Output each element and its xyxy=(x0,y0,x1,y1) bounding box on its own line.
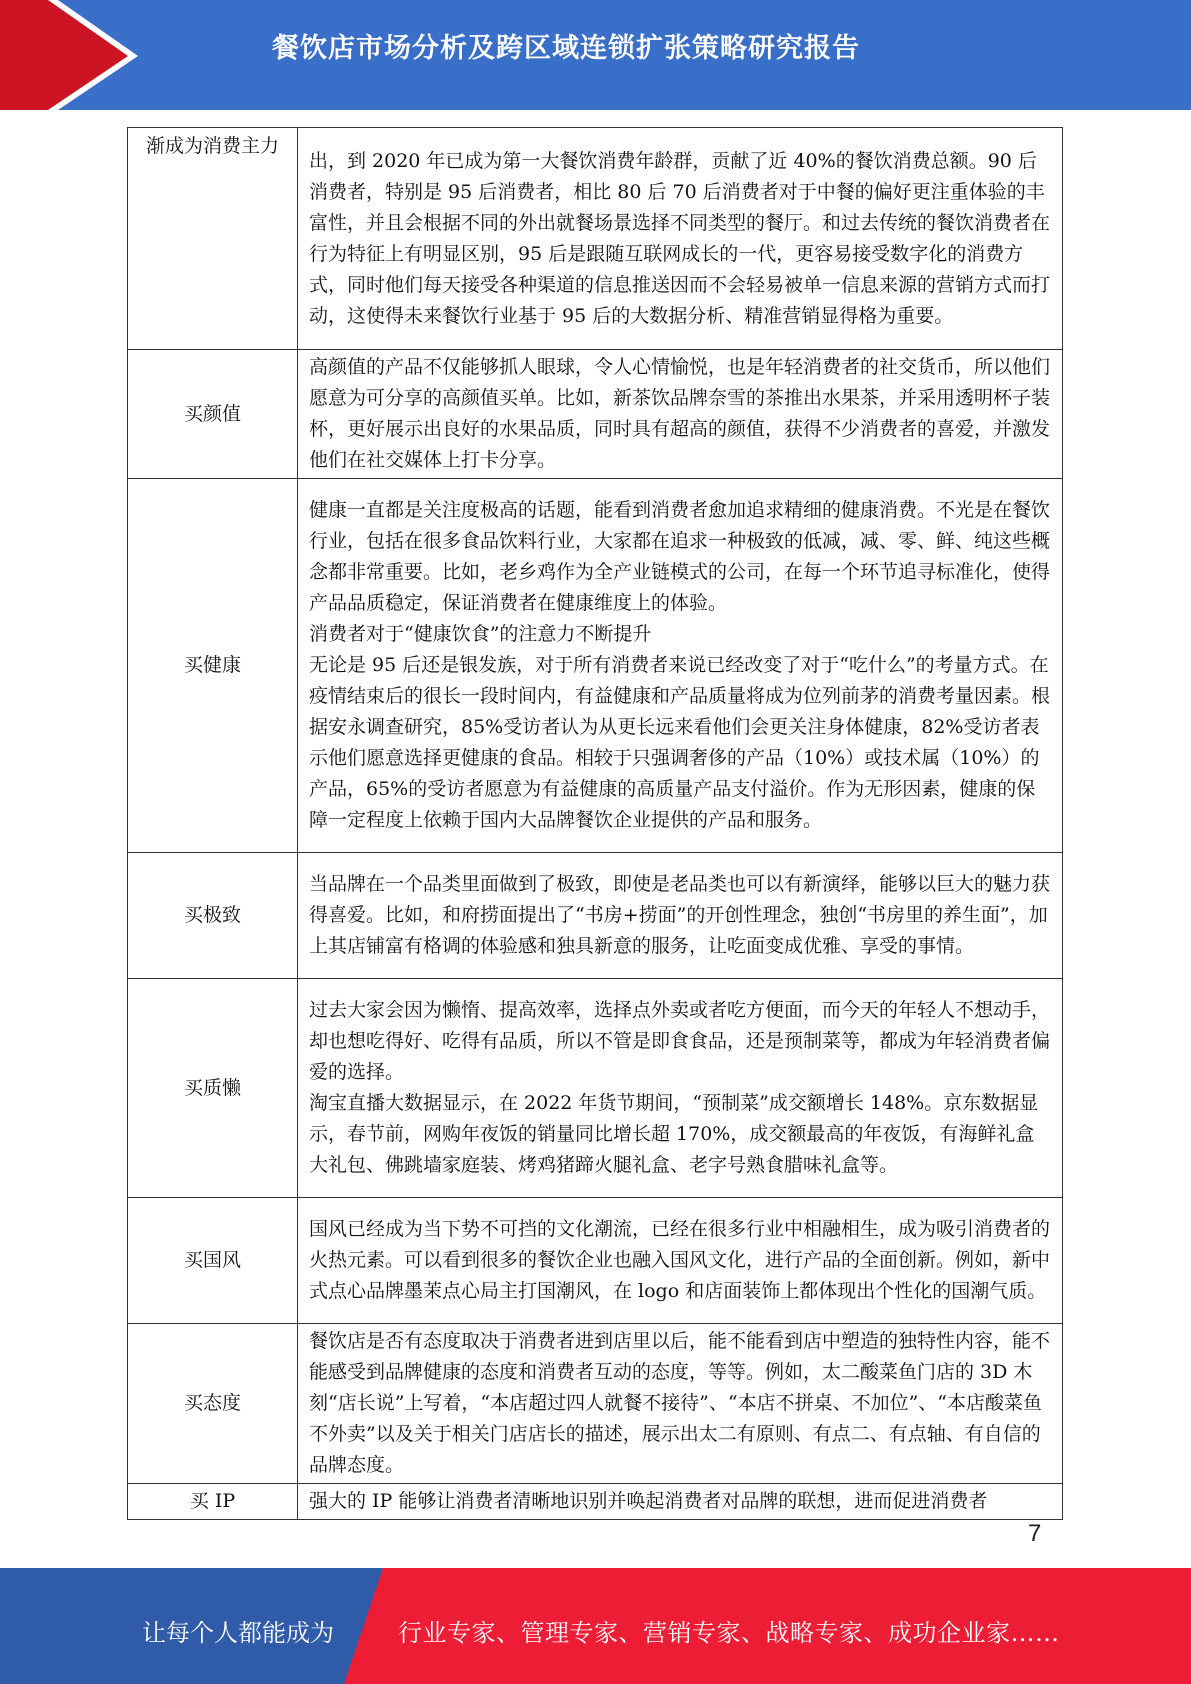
description-paragraph: 强大的 IP 能够让消费者清晰地识别并唤起消费者对品牌的联想，进而促进消费者 xyxy=(309,1490,988,1512)
category-label: 买极致 xyxy=(183,904,241,926)
category-cell xyxy=(128,128,298,350)
table-row xyxy=(128,1198,1063,1324)
description-paragraph: 过去大家会因为懒惰、提高效率，选择点外卖或者吃方便面，而今天的年轻人不想动手，却也想吃得好、吃得有品质，所以不管是即食食品，还是预制菜等，都成为年轻消费者偏爱的选择。 xyxy=(309,999,1051,1083)
description-paragraph: 高颜值的产品不仅能够抓人眼球，令人心情愉悦，也是年轻消费者的社交货币，所以他们愿意为可分享的高颜值买单。比如，新茶饮品牌奈雪的茶推出水果茶，并采用透明杯子装杯，更好展示出良好的水果品质，同时具有超高的颜值，获得不少消费者的喜爱，并激发他们在社交媒体上打卡分享。 xyxy=(309,356,1051,471)
category-cell xyxy=(128,853,298,979)
category-label: 买国风 xyxy=(183,1249,241,1271)
description-paragraph: 淘宝直播大数据显示，在 2022 年货节期间，“预制菜”成交额增长 148%。京东数据显示，春节前，网购年夜饭的销量同比增长超 170%，成交额最高的年夜饭，有海鲜礼盒大礼包、佛跳墙家庭装、烤鸡猪蹄火腿礼盒、老字号熟食腊味礼盒等。 xyxy=(309,1092,1039,1176)
description-cell xyxy=(298,979,1063,1198)
description-cell xyxy=(298,1198,1063,1324)
description-paragraph: 无论是 95 后还是银发族，对于所有消费者来说已经改变了对于“吃什么”的考量方式。在疫情结束后的很长一段时间内，有益健康和产品质量将成为位列前茅的消费考量因素。根据安永调查研究，85%受访者认为从更长远来看他们会更关注身体健康，82%受访者表示他们愿意选择更健康的食品。相较于只强调奢侈的产品（10%）或技术属（10%）的产品，65%的受访者愿意为有益健康的高质量产品支付溢价。作为无形因素，健康的保障一定程度上依赖于国内大品牌餐饮企业提供的产品和服务。 xyxy=(309,654,1051,831)
description-cell xyxy=(298,128,1063,350)
description-cell xyxy=(298,479,1063,853)
category-label: 买 IP xyxy=(189,1490,236,1512)
category-label: 买颜值 xyxy=(183,402,241,425)
description-paragraph: 消费者对于“健康饮食”的注意力不断提升 xyxy=(309,623,652,645)
table-row xyxy=(128,350,1063,479)
description-paragraph: 出，到 2020 年已成为第一大餐饮消费年龄群，贡献了近 40%的餐饮消费总额。90 后消费者，特别是 95 后消费者，相比 80 后 70 后消费者对于中餐的偏好更注重体验的丰富性，并且会根据不同的外出就餐场景选择不同类型的餐厅。和过去传统的餐饮消费者在行为特征上有明显区别，95 后是跟随互联网成长的一代，更容易接受数字化的消费方式，同时他们每天接受各种渠道的信息推送因而不会轻易被单一信息来源的营销方式而打动，这使得未来餐饮行业基于 95 后的大数据分析、精准营销显得格为重要。 xyxy=(309,149,1051,327)
content-table xyxy=(127,127,1063,1520)
description-cell xyxy=(298,1484,1063,1520)
description-cell xyxy=(298,853,1063,979)
category-cell xyxy=(128,1198,298,1324)
description-cell xyxy=(298,1324,1063,1484)
table-row xyxy=(128,1324,1063,1484)
table-row xyxy=(128,128,1063,350)
table-row xyxy=(128,1484,1063,1520)
page-footer xyxy=(0,1568,1191,1684)
category-cell xyxy=(128,479,298,853)
description-paragraph: 国风已经成为当下势不可挡的文化潮流，已经在很多行业中相融相生，成为吸引消费者的火热元素。可以看到很多的餐饮企业也融入国风文化，进行产品的全面创新。例如，新中式点心品牌墨茉点心局主打国潮风，在 logo 和店面装饰上都体现出个性化的国潮气质。 xyxy=(309,1218,1051,1302)
category-cell xyxy=(128,979,298,1198)
description-cell xyxy=(298,350,1063,479)
table-row xyxy=(128,979,1063,1198)
table-row xyxy=(128,479,1063,853)
category-cell xyxy=(128,350,298,479)
category-cell xyxy=(128,1324,298,1484)
header-red-chevron xyxy=(0,0,128,110)
category-label: 买态度 xyxy=(183,1392,241,1414)
footer-slogan-left: 让每个人都能成为 xyxy=(142,1619,334,1647)
page-header xyxy=(0,0,1191,110)
category-cell xyxy=(128,1484,298,1520)
description-paragraph: 健康一直都是关注度极高的话题，能看到消费者愈加追求精细的健康消费。不光是在餐饮行业，包括在很多食品饮料行业，大家都在追求一种极致的低减，减、零、鲜、纯这些概念都非常重要。比如，老乡鸡作为全产业链模式的公司，在每一个环节追寻标准化，使得产品品质稳定，保证消费者在健康维度上的体验。 xyxy=(309,499,1051,614)
category-label: 渐成为消费主力 xyxy=(145,135,279,157)
category-label: 买健康 xyxy=(183,654,241,676)
description-paragraph: 当品牌在一个品类里面做到了极致，即使是老品类也可以有新演绎，能够以巨大的魅力获得喜爱。比如，和府捞面提出了“书房+捞面”的开创性理念，独创“书房里的养生面”，加上其店铺富有格调的体验感和独具新意的服务，让吃面变成优雅、享受的事情。 xyxy=(309,873,1051,957)
description-paragraph: 餐饮店是否有态度取决于消费者进到店里以后，能不能看到店中塑造的独特性内容，能不能感受到品牌健康的态度和消费者互动的态度，等等。例如，太二酸菜鱼门店的 3D 木刻“店长说”上写着，“本店超过四人就餐不接待”、“本店不拼桌、不加位”、“本店酸菜鱼不外卖”以及关于相关门店店长的描述，展示出太二有原则、有点二、有点轴、有自信的品牌态度。 xyxy=(309,1330,1051,1476)
page-number: 7 xyxy=(1028,1520,1042,1547)
category-label: 买质懒 xyxy=(183,1076,241,1099)
report-title: 餐饮店市场分析及跨区域连锁扩张策略研究报告 xyxy=(272,33,860,64)
footer-slogan-right: 行业专家、管理专家、营销专家、战略专家、成功企业家…… xyxy=(398,1619,1060,1647)
table-row xyxy=(128,853,1063,979)
